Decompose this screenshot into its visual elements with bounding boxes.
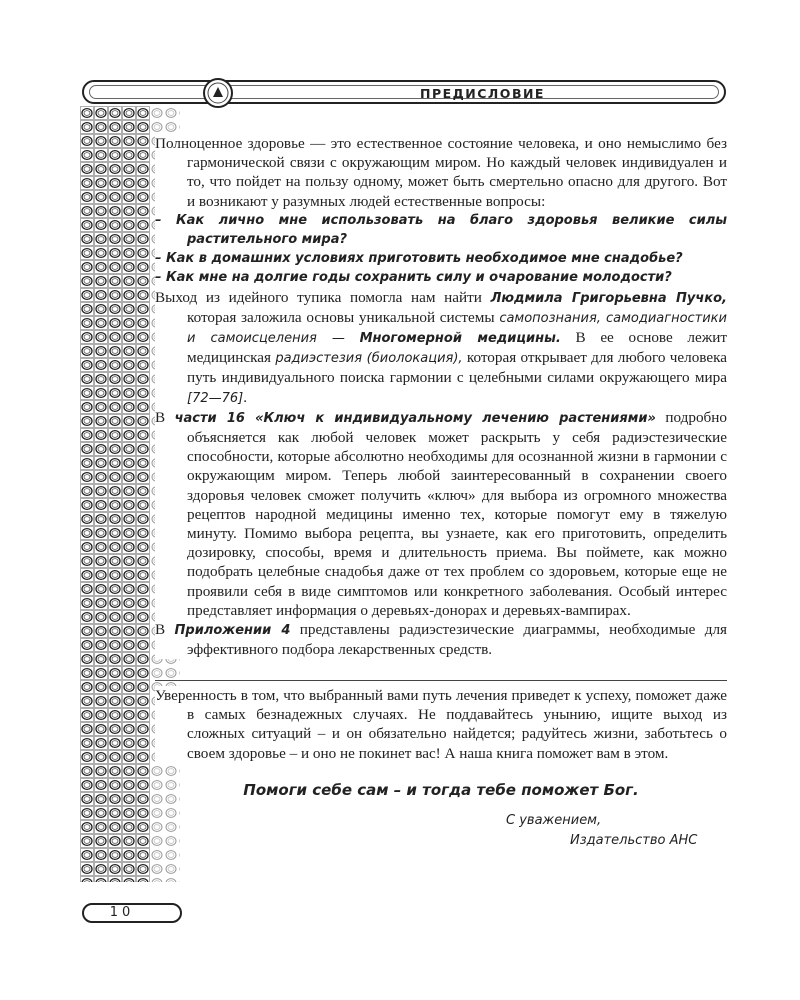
appendix-paragraph: [155, 620, 727, 659]
page-number: 10: [109, 905, 135, 920]
part-paragraph: [155, 408, 727, 620]
question-2: – Как в домашних условиях приготовить необходимое мне снадобье?: [155, 251, 683, 267]
question-3: – Как мне на долгие годы сохранить силу и очарование молодости?: [155, 270, 672, 286]
method-paragraph: [155, 288, 727, 408]
preface-body: [155, 134, 727, 659]
section-divider: [155, 680, 727, 681]
triangle-emblem-icon: [203, 78, 233, 108]
text-run: которая открывает для любого человека путь индивидуального поиска гармонии с целебными силами окружающего мира: [187, 349, 727, 387]
intro-paragraph: Полноценное здоровье — это естественное состояние человека, и оно немыслимо без гармонической связи с окружающим миром. Но каждый человек индивидуален и то, что пойдет на пользу одному, может быть смертельно опасно для другого. Вот и возникают у разумных людей естественные вопросы:: [155, 135, 727, 210]
radiesthesia-term: радиэстезия (биолокация),: [275, 351, 463, 367]
closing-paragraph: Уверенность в том, что выбранный вами путь лечения приведет к успеху, поможет даже в самых безнадежных случаях. Не поддавайтесь унынию, ищите выход из сложных ситуаций – и он обязательно найдется; радуйтесь жизни, заботьтесь о своем здоровье – и оно не покинет вас! А наша книга поможет вам в этом.: [155, 687, 727, 762]
closing-section: [155, 686, 727, 763]
reference: [72—76]: [187, 390, 244, 406]
text-run: В: [155, 408, 175, 426]
author-name: Людмила Григорьевна Пучко,: [490, 290, 727, 306]
text-run: которая заложила основы уникальной системы: [187, 308, 500, 326]
system-name: самопознания, самодиагностики и самоисцеления —: [187, 310, 727, 347]
question-1: – Как лично мне использовать на благо здоровья великие силы растительного мира?: [155, 212, 727, 248]
text-run: В: [155, 621, 175, 639]
text-run: [345, 329, 360, 346]
appendix-title: Приложении 4: [174, 623, 291, 639]
text-run: Выход из идейного тупика помогла нам найти: [155, 288, 491, 306]
medicine-name: Многомерной медицины.: [359, 331, 561, 347]
motto: Помоги себе сам – и тогда тебе поможет Бог.: [243, 781, 639, 799]
text-run: подробно объясняется как любой человек может раскрыть у себя радиэстезические способности, которые абсолютно необходимы для осознанной жизни в гармонии с окружающим миром. Теперь любой заинтересованный в сохранении своего здоровья человек сможет получить «ключ» для выбора из огромного множества рецептов народной медицины именно тех, которые помогут ему в тяжелую минуту. Помимо выбора рецепта, вы узнаете, как его приготовить, определить дозировку, способы, время и длительность приема. Вы поймете, как можно подобрать целебные снадобья даже от тех проблем со здоровьем, которые еще не проявили себя в виде симптомов или конкретного заболевания. Особый интерес представляет информация о деревьях-донорах и деревьях-вампирах.: [187, 408, 727, 619]
text-run: представлены радиэстезические диаграммы, необходимые для эффективного подбора лекарственных средств.: [187, 621, 728, 659]
section-title: ПРЕДИСЛОВИЕ: [420, 86, 545, 101]
text-run: В ее основе лежит медицинская: [187, 329, 728, 367]
signature-greeting: С уважением,: [506, 813, 602, 828]
part-title: части 16 «Ключ к индивидуальному лечению растениями»: [174, 410, 656, 426]
text-run: .: [243, 388, 248, 406]
signature-publisher: Издательство АНС: [570, 833, 698, 848]
section-header-bar: [82, 80, 726, 104]
